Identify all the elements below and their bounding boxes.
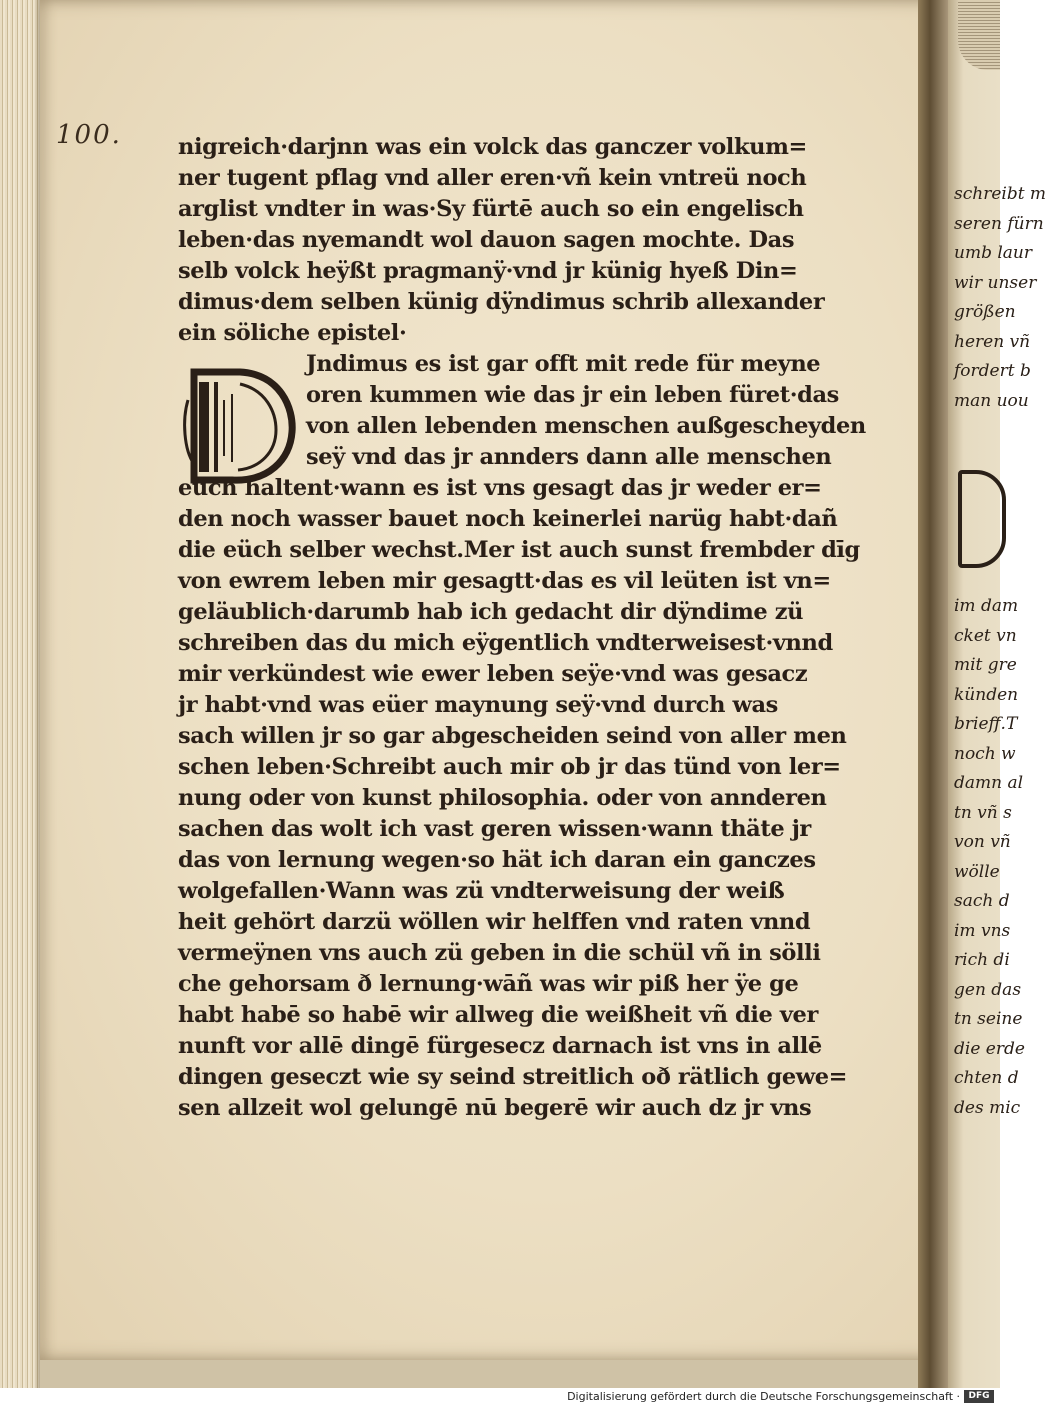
text-line: ein söliche epistel· [178,320,407,346]
text-line: arglist vndter in was·Sy fürtē auch so ein engelisch [178,196,804,222]
facing-line: wölle [954,861,1000,882]
text-line: Jndimus es ist gar offt mit rede für meyne [306,351,821,377]
text-line: mir verkündest wie ewer leben seÿe·vnd was gesacz [178,661,808,687]
facing-line: die erde [954,1038,1025,1059]
text-line: oren kummen wie das jr ein leben füret·das [306,382,839,408]
facing-line: noch w [954,743,1016,764]
facing-page [948,0,1046,1388]
facing-line: mit gre [954,655,1017,675]
text-line: nunft vor allē dingē fürgesecz darnach ist vns in allē [178,1033,822,1059]
facing-line: man uou [954,390,1029,411]
facing-line: tn vñ s [954,802,1012,823]
facing-line: im vns [954,920,1011,941]
text-line: sach willen jr so gar abgescheiden seind von aller men [178,723,847,749]
facing-line: chten d [954,1068,1019,1088]
text-line: habt habē so habē wir allweg die weißheit vñ die ver [178,1002,818,1028]
facing-line: umb laur [954,243,1033,263]
facing-line: des mic [954,1097,1021,1118]
facing-line: cket vn [954,625,1017,646]
text-line: den noch wasser bauet noch keinerlei narüg habt·dañ [178,506,838,532]
text-line: nung oder von kunst philosophia. oder von annderen [178,785,827,811]
text-line: che gehorsam ð lernung·wāñ was wir piß her ÿe ge [178,971,799,997]
text-line: ner tugent pflag vnd aller eren·vñ kein vntreü noch [178,165,807,191]
facing-line: seren fürn [954,213,1044,234]
facing-line: rich di [954,950,1010,970]
text-line: geläublich·darumb hab ich gedacht dir dÿndime zü [178,599,804,625]
text-line: von allen lebenden menschen außgescheyden [306,413,866,439]
text-line: eüch haltent·wann es ist vns gesagt das jr weder er= [178,475,822,501]
left-page-edge [0,0,40,1388]
text-line: leben·das nyemandt wol dauon sagen mochte. Das [178,227,795,253]
text-line: dingen geseczt wie sy seind streitlich oð rätlich gewe= [178,1064,848,1090]
text-line: seÿ vnd das jr annders dann alle menschen [306,444,832,470]
text-block [178,132,866,1124]
facing-line: künden [954,684,1019,705]
text-line: selb volck heÿßt pragmanÿ·vnd jr künig hyeß Din= [178,258,798,284]
facing-line: größen [954,302,1016,322]
text-line: sen allzeit wol gelungē nū begerē wir auch dz jr vns [178,1095,812,1121]
facing-line: schreibt m [954,184,1046,204]
dfg-logo: DFG [964,1390,994,1403]
text-line: heit gehört darzü wöllen wir helffen vnd raten vnnd [178,909,811,935]
facing-line: tn seine [954,1009,1023,1029]
facing-page-text-top [954,180,1046,416]
text-line: das von lernung wegen·so hät ich daran ein ganczes [178,847,816,873]
facing-page-text-bottom [954,592,1025,1123]
facing-line: fordert b [954,361,1031,381]
folio-number: 100. [56,120,122,150]
text-line: sachen das wolt ich vast geren wissen·wann thäte jr [178,816,811,842]
facing-line: von vñ [954,832,1011,852]
facing-page-leaves [958,0,1000,70]
text-line: wolgefallen·Wann was zü vndterweisung der weiß [178,878,785,904]
text-line: nigreich·darjnn was ein volck das ganczer volkum= [178,134,807,160]
text-line: von ewrem leben mir gesagtt·das es vil leüten ist vn= [178,568,831,594]
text-line: vermeÿnen vns auch zü geben in die schül vñ in sölli [178,940,821,966]
facing-line: heren vñ [954,331,1031,352]
book-gutter [918,0,948,1388]
text-line: dimus·dem selben künig dÿndimus schrib allexander [178,289,825,315]
facing-line: damn al [954,773,1024,793]
facing-line: sach d [954,891,1010,911]
text-line: die eüch selber wechst.Mer ist auch sunst frembder dīg [178,537,860,563]
facing-line: brieff.T [954,714,1018,734]
text-line: schen leben·Schreibt auch mir ob jr das tünd von ler= [178,754,841,780]
facing-page-initial-icon [958,470,1006,568]
funding-credit: Digitalisierung gefördert durch die Deutsche Forschungsgemeinschaft · [567,1390,960,1403]
text-line: jr habt·vnd was eüer maynung seÿ·vnd durch was [178,692,778,718]
facing-line: im dam [954,596,1019,616]
facing-line: wir unser [954,272,1037,293]
footer-bar [0,1388,1000,1406]
text-line: schreiben das du mich eÿgentlich vndterweisest·vnnd [178,630,833,656]
facing-line: gen das [954,979,1022,1000]
